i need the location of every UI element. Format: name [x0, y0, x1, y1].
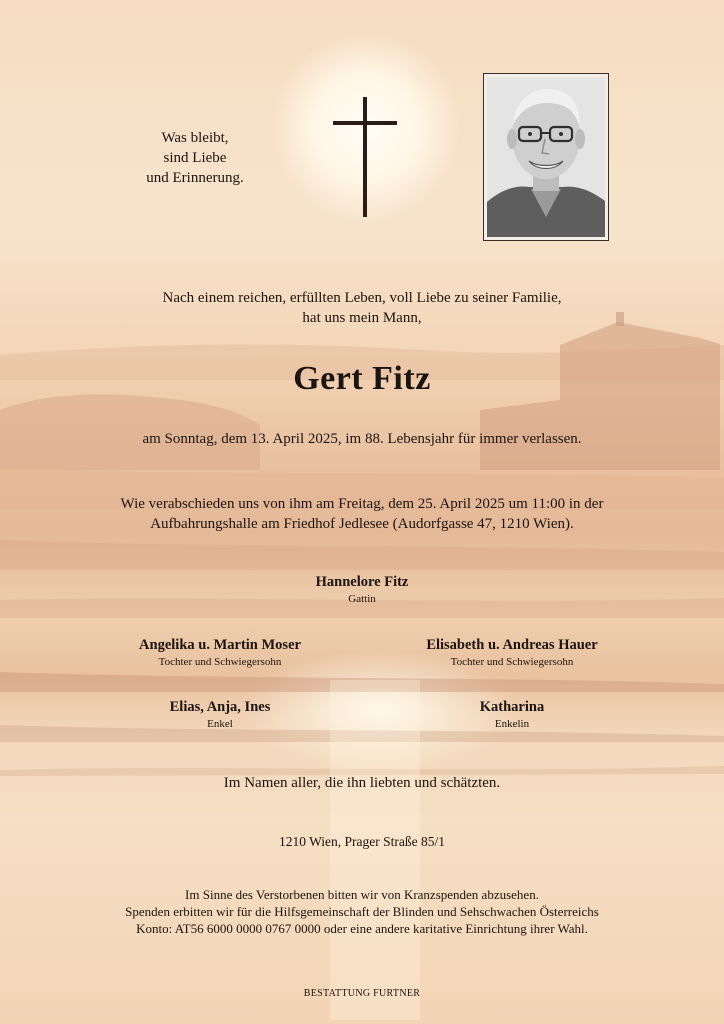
motto-line: Was bleibt, [161, 130, 229, 146]
mourner-role: Enkelin [494, 718, 530, 730]
motto [120, 128, 270, 188]
cross-vertical-bar [363, 97, 367, 217]
service-line: Aufbahrungshalle am Friedhof Jedlesee (Audorfgasse 47, 1210 Wien). [150, 516, 574, 532]
motto-line: sind Liebe [163, 150, 227, 166]
mourner-granddaughter [362, 699, 662, 730]
mourner-spouse [212, 574, 512, 605]
intro-line: Nach einem reichen, erfüllten Leben, voll Liebe zu seiner Familie, [162, 290, 562, 306]
donation-line: Im Sinne des Verstorbenen bitten wir von Kranzspenden abzusehen. [185, 887, 539, 902]
donation-line: Spenden erbitten wir für die Hilfsgemeinschaft der Blinden und Sehschwachen Österreichs [125, 904, 599, 919]
mourner-daughter-1 [70, 637, 370, 668]
portrait-photo [483, 73, 609, 241]
mourner-role: Tochter und Schwiegersohn [450, 656, 574, 668]
mourner-name: Hannelore Fitz [315, 574, 409, 590]
mourner-name: Elias, Anja, Ines [169, 699, 271, 715]
donation-note [0, 886, 724, 937]
mourner-role: Gattin [348, 593, 376, 605]
undertaker-name: BESTATTUNG FURTNER [303, 988, 421, 999]
mourner-role: Enkel [207, 718, 233, 730]
donation-line: Konto: AT56 6000 0000 0767 0000 oder eine andere karitative Einrichtung ihrer Wahl. [136, 921, 588, 936]
mourner-name: Angelika u. Martin Moser [139, 637, 301, 653]
mourner-daughter-2 [362, 637, 662, 668]
closing-line: Im Namen aller, die ihn liebten und schätzten. [223, 775, 501, 791]
mourner-role: Tochter und Schwiegersohn [158, 656, 282, 668]
portrait-illustration [487, 77, 605, 237]
intro-text [0, 288, 724, 328]
funeral-service-text [0, 494, 724, 534]
deceased-name: Gert Fitz [293, 360, 431, 397]
mourner-name: Katharina [479, 699, 545, 715]
portrait-image [487, 77, 605, 237]
intro-line: hat uns mein Mann, [302, 310, 422, 326]
death-date-line: am Sonntag, dem 13. April 2025, im 88. Lebensjahr für immer verlassen. [142, 431, 582, 447]
mourner-grandchildren [70, 699, 370, 730]
cross-horizontal-bar [333, 121, 397, 125]
family-address: 1210 Wien, Prager Straße 85/1 [278, 834, 446, 849]
motto-line: und Erinnerung. [146, 170, 244, 186]
service-line: Wie verabschieden uns von ihm am Freitag, dem 25. April 2025 um 11:00 in der [120, 496, 604, 512]
mourner-name: Elisabeth u. Andreas Hauer [426, 637, 598, 653]
